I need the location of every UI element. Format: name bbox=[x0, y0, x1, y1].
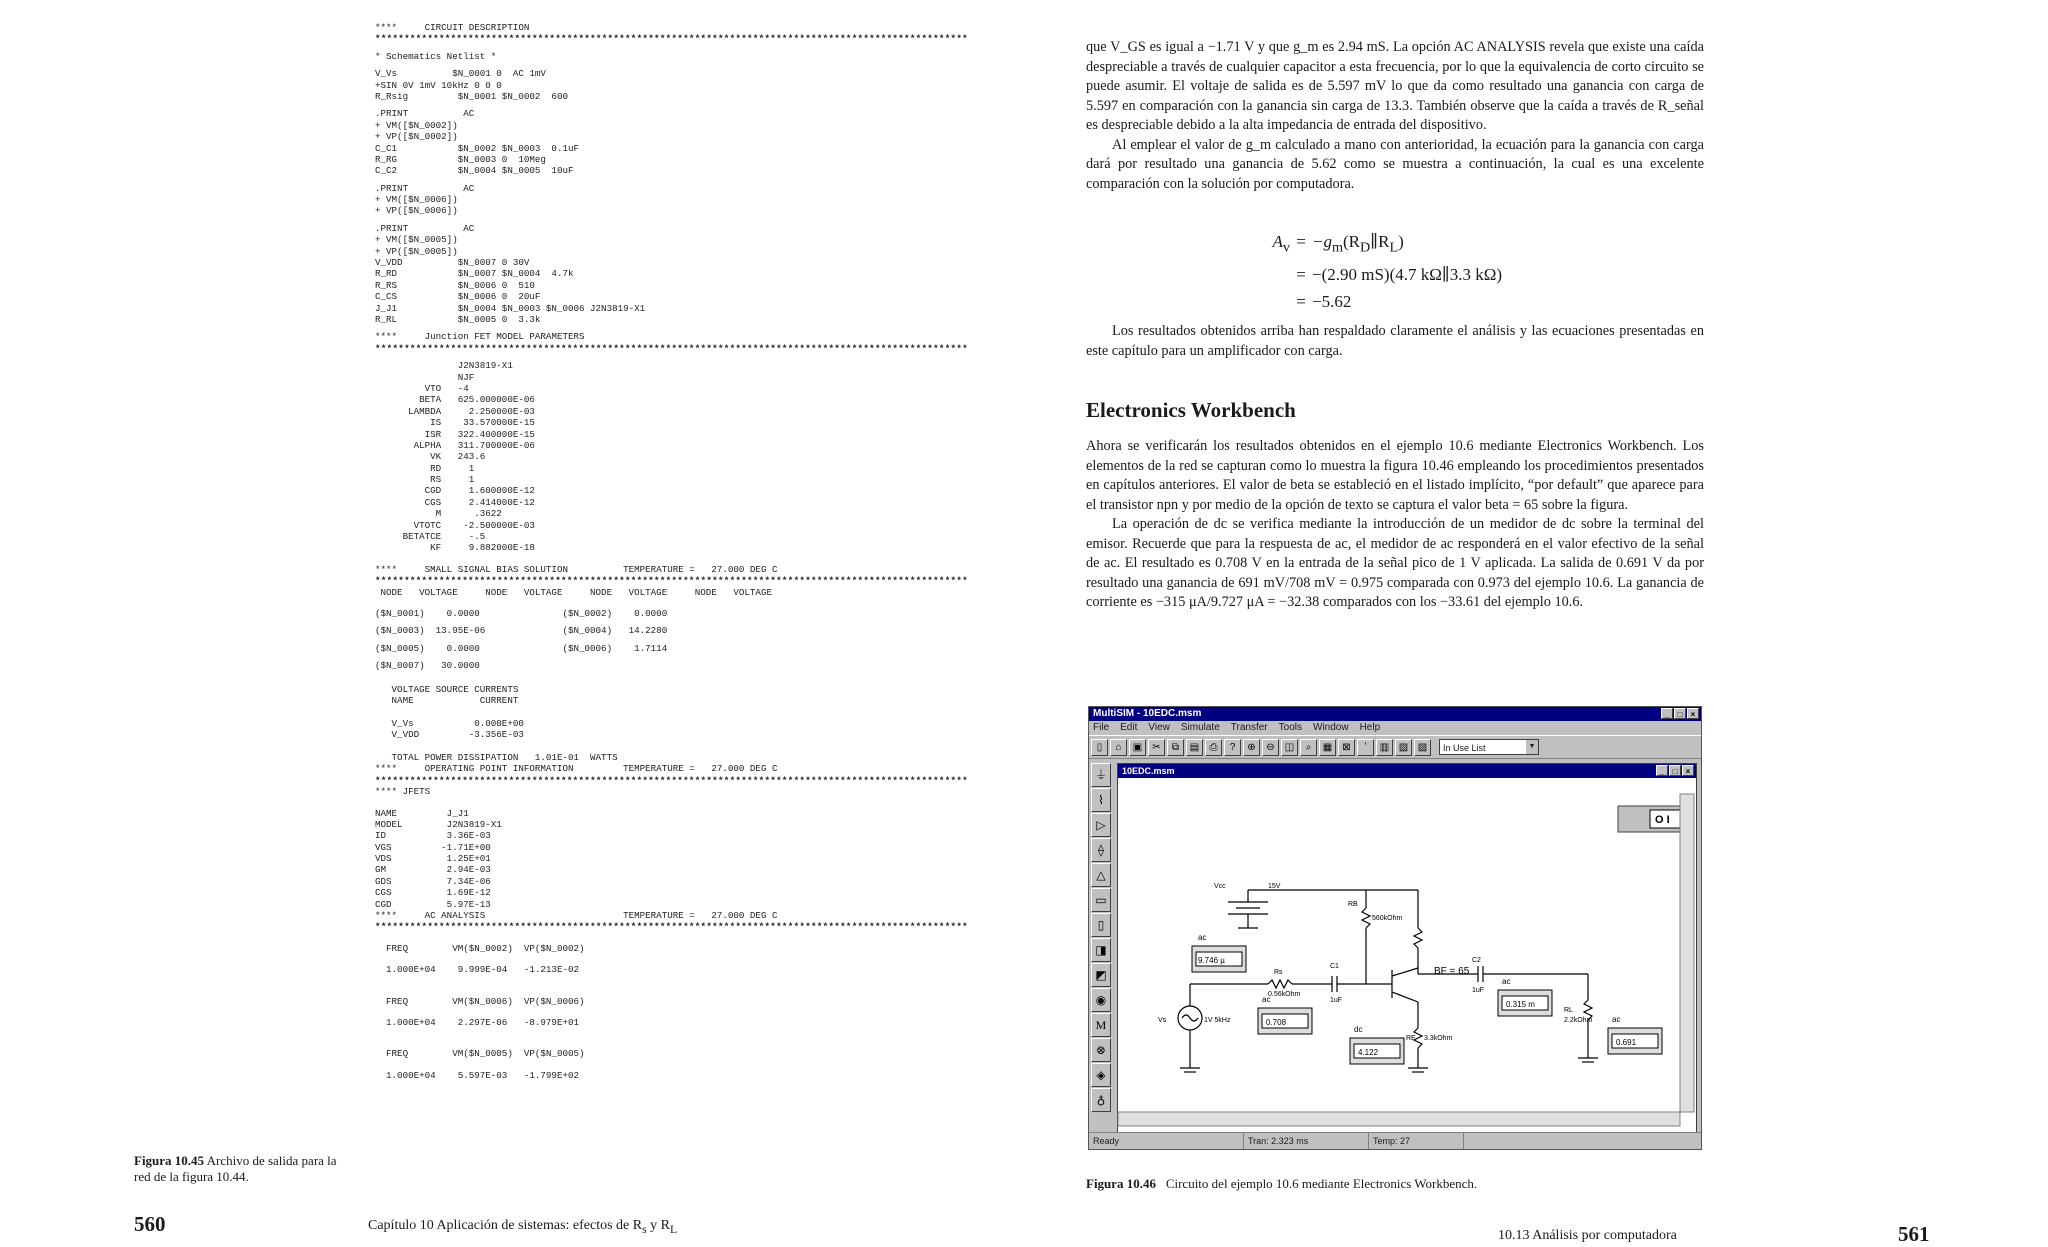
svg-text:Vs: Vs bbox=[1158, 1017, 1167, 1024]
netlist-output bbox=[375, 22, 968, 1101]
paragraph-block-2 bbox=[1086, 322, 1704, 361]
svg-text:4.122: 4.122 bbox=[1358, 1048, 1379, 1057]
cut-icon[interactable]: ✂ bbox=[1148, 739, 1165, 756]
meter-input-voltage bbox=[1258, 995, 1312, 1034]
status-bar bbox=[1089, 1132, 1701, 1149]
open-icon[interactable]: ⌂ bbox=[1110, 739, 1127, 756]
gain-equation bbox=[1262, 228, 1562, 315]
status-temp: Temp: 27 bbox=[1369, 1133, 1464, 1149]
paragraph-2: Al emplear el valor de g_m calculado a mano con anterioridad, la ecuación para la ganancia con carga dará por resultado una ganancia de 5.62 como se muestra a continuación, la cual es una excelente comparación con la solución por computadora. bbox=[1086, 136, 1704, 192]
op-row: GM 2.94E-03 bbox=[375, 864, 491, 876]
ac-row: 1.000E+04 5.597E-03 -1.799E+02 bbox=[375, 1069, 579, 1081]
toolbar bbox=[1089, 735, 1701, 759]
menu-item[interactable]: Transfer bbox=[1230, 722, 1268, 733]
netlist-line: +SIN 0V 1mV 10kHz 0 0 0 bbox=[375, 79, 502, 91]
svg-text:ac: ac bbox=[1198, 933, 1207, 942]
netlist-line: .PRINT AC bbox=[375, 222, 475, 234]
jfets-label: **** JFETS bbox=[375, 786, 431, 798]
jfet-param: KF 9.882000E-18 bbox=[375, 542, 535, 554]
netlist-line: R_RS $N_0006 0 510 bbox=[375, 279, 535, 291]
equation-line-2: = −(2.90 mS)(4.7 kΩ∥3.3 kΩ) bbox=[1296, 265, 1503, 285]
svg-text:RL: RL bbox=[1564, 1007, 1573, 1014]
separator: ****************************************************************************************************** bbox=[375, 342, 968, 354]
netlist-line: R_RD $N_0007 $N_0004 4.7k bbox=[375, 268, 574, 280]
figure-caption-text: Circuito del ejemplo 10.6 mediante Electronics Workbench. bbox=[1165, 1176, 1478, 1191]
netlist-header: **** CIRCUIT DESCRIPTION bbox=[375, 22, 530, 33]
jfet-param: VTOTC -2.500000E-03 bbox=[375, 519, 535, 531]
jfet-param: ISR 322.400000E-15 bbox=[375, 428, 535, 440]
op-row: NAME J_J1 bbox=[375, 807, 469, 819]
netlist-line: V_Vs $N_0001 0 AC 1mV bbox=[375, 68, 546, 80]
jfet-param: IS 33.570000E-15 bbox=[375, 417, 535, 429]
node-row: ($N_0007) 30.0000 bbox=[375, 660, 480, 672]
netlist-icon[interactable]: ▧ bbox=[1395, 739, 1412, 756]
op-row: VDS 1.25E+01 bbox=[375, 853, 491, 865]
paste-icon[interactable]: ▤ bbox=[1186, 739, 1203, 756]
digital-icon[interactable]: ◨ bbox=[1091, 938, 1111, 962]
new-icon[interactable]: ▯ bbox=[1091, 739, 1108, 756]
postprocessor-icon[interactable]: ⊠ bbox=[1338, 739, 1355, 756]
svg-text:15V: 15V bbox=[1268, 883, 1281, 890]
netlist-line: + VM([$N_0006]) bbox=[375, 194, 458, 206]
jfet-header: **** Junction FET MODEL PARAMETERS bbox=[375, 331, 585, 343]
ac-head: FREQ VM($N_0005) VP($N_0005) bbox=[375, 1048, 585, 1060]
svg-text:0.315 m: 0.315 m bbox=[1506, 1000, 1535, 1009]
netlist-line: + VM([$N_0002]) bbox=[375, 119, 458, 131]
jfet-param: RD 1 bbox=[375, 462, 475, 474]
print-icon[interactable]: ⎙ bbox=[1205, 739, 1222, 756]
zoom-out-icon[interactable]: ⊖ bbox=[1262, 739, 1279, 756]
circuit-schematic bbox=[1118, 778, 1696, 1130]
op-row: ID 3.36E-03 bbox=[375, 830, 491, 842]
svg-text:9.746 µ: 9.746 µ bbox=[1198, 956, 1225, 965]
rf-icon[interactable]: ◈ bbox=[1091, 1063, 1111, 1087]
vsource-line: NAME CURRENT bbox=[375, 694, 519, 706]
vsource-line bbox=[375, 706, 875, 717]
svg-text:560kOhm: 560kOhm bbox=[1372, 915, 1403, 922]
paragraph-4: Ahora se verificarán los resultados obtenidos en el ejemplo 10.6 mediante Electronics Workbench. Los elementos de la red se capturan como lo muestra la figura 10.46 empleando los procedimientos presentados en capítulos anteriores. El valor de beta se estableció en el listado implícito, “por default” que aparece para el transistor npn y por medio de la opción de texto se captura el valor beta = 65 sobre la figura. bbox=[1086, 438, 1704, 513]
status-time: Tran: 2.323 ms bbox=[1244, 1133, 1369, 1149]
svg-text:3.3kOhm: 3.3kOhm bbox=[1424, 1035, 1453, 1042]
menu-item[interactable]: Edit bbox=[1120, 722, 1138, 733]
section-footer: 10.13 Análisis por computadora bbox=[1498, 1228, 1677, 1243]
paragraph-block-1 bbox=[1086, 38, 1704, 194]
chapter-footer: Capítulo 10 Aplicación de sistemas: efectos de $R_s$ y $R_L$ bbox=[368, 1218, 678, 1236]
switch-label: O I bbox=[1655, 814, 1670, 826]
source-icon[interactable]: ⏚ bbox=[1091, 763, 1111, 787]
bom-icon[interactable]: ▥ bbox=[1376, 739, 1393, 756]
resistor-icon[interactable]: ⌇ bbox=[1091, 788, 1111, 812]
circuit-window bbox=[1117, 763, 1697, 1133]
app-title: MultiSIM - 10EDC.msm bbox=[1093, 708, 1202, 719]
netlist-line: R_RG $N_0003 0 10Meg bbox=[375, 153, 546, 165]
netlist-line: + VP([$N_0005]) bbox=[375, 245, 458, 257]
ttl-icon[interactable]: ▭ bbox=[1091, 888, 1111, 912]
multisim-screenshot bbox=[1088, 706, 1702, 1150]
svg-text:BF = 65: BF = 65 bbox=[1434, 966, 1470, 977]
svg-text:1V 5kHz: 1V 5kHz bbox=[1204, 1017, 1231, 1024]
separator: ****************************************************************************************************** bbox=[375, 774, 968, 786]
svg-text:1uF: 1uF bbox=[1330, 997, 1343, 1004]
op-header: **** OPERATING POINT INFORMATION TEMPERATURE = 27.000 DEG C bbox=[375, 763, 778, 775]
svg-text:Vcc: Vcc bbox=[1214, 883, 1226, 890]
vertical-scrollbar[interactable] bbox=[1680, 794, 1694, 1112]
meter-output-current bbox=[1498, 977, 1552, 1016]
meter-emitter-dc bbox=[1350, 1025, 1404, 1064]
paragraph-5: La operación de dc se verifica mediante la introducción de un medidor de dc sobre la terminal del emisor. Recuerde que para la respuesta de ac, el medidor de ac responderá en el valor efectivo de la señal de ac. El resultado es 0.708 V en la entrada de la señal pico de 1 V aplicada. La salida de 0.691 V da por resultado una ganancia de 691 mV/708 mV = 0.975 comparada con 0.973 del ejemplo 10.6. La ganancia de corriente es −315 μA/9.727 μA = −32.38 comparados con los −33.61 del ejemplo 10.6. bbox=[1086, 516, 1704, 610]
misc-icon[interactable]: M bbox=[1091, 1013, 1111, 1037]
ac-row: 1.000E+04 9.999E-04 -1.213E-02 bbox=[375, 964, 579, 976]
cmos-icon[interactable]: ▯ bbox=[1091, 913, 1111, 937]
jfet-param: BETATCE -.5 bbox=[375, 531, 486, 543]
op-row: GDS 7.34E-06 bbox=[375, 875, 491, 887]
figure-label: Figura 10.45 bbox=[134, 1153, 205, 1168]
vsource-line: V_Vs 0.000E+00 bbox=[375, 717, 524, 729]
svg-text:0.691: 0.691 bbox=[1616, 1038, 1637, 1047]
inner-minimize-button[interactable]: _ bbox=[1656, 765, 1668, 776]
netlist-subheader: * Schematics Netlist * bbox=[375, 50, 497, 62]
netlist-line: V_VDD $N_0007 0 30V bbox=[375, 257, 530, 269]
svg-text:ac: ac bbox=[1612, 1015, 1621, 1024]
jfet-param: LAMBDA 2.250000E-03 bbox=[375, 405, 535, 417]
jfet-param: VTO -4 bbox=[375, 382, 469, 394]
svg-text:ac: ac bbox=[1262, 995, 1271, 1004]
search-icon[interactable]: ⌕ bbox=[1300, 739, 1317, 756]
vsource-line bbox=[375, 741, 875, 752]
jfet-param: J2N3819-X1 bbox=[375, 360, 513, 372]
ac-row: 1.000E+04 2.297E-06 -8.979E+01 bbox=[375, 1016, 579, 1028]
inner-maximize-button[interactable]: □ bbox=[1669, 765, 1681, 776]
jfet-param: CGS 2.414000E-12 bbox=[375, 496, 535, 508]
netlist-line: R_Rsig $N_0001 $N_0002 600 bbox=[375, 90, 568, 102]
jfet-param: NJF bbox=[375, 371, 475, 383]
svg-text:C1: C1 bbox=[1330, 963, 1339, 970]
netlist-line: R_RL $N_0005 0 3.3k bbox=[375, 314, 541, 325]
paragraph-block-3 bbox=[1086, 437, 1704, 613]
svg-text:C2: C2 bbox=[1472, 957, 1481, 964]
op-row: CGS 1.69E-12 bbox=[375, 887, 491, 899]
figure-10-45-caption bbox=[134, 1153, 354, 1185]
svg-text:RB: RB bbox=[1348, 901, 1358, 908]
help-icon[interactable]: ? bbox=[1224, 739, 1241, 756]
separator: ****************************************************************************************************** bbox=[375, 33, 968, 45]
minimize-button[interactable]: _ bbox=[1661, 708, 1673, 719]
svg-text:Rs: Rs bbox=[1274, 969, 1283, 976]
figure-label: Figura 10.46 bbox=[1086, 1176, 1157, 1191]
netlist-line: C_CS $N_0006 0 20uF bbox=[375, 291, 541, 303]
transistor-icon[interactable]: ⟠ bbox=[1091, 838, 1111, 862]
inner-close-button[interactable]: × bbox=[1682, 765, 1694, 776]
instruments-icon[interactable]: ♁ bbox=[1091, 1088, 1111, 1112]
paragraph-3: Los resultados obtenidos arriba han respaldado claramente el análisis y las ecuaciones presentadas en este capítulo para un amplificador con carga. bbox=[1086, 323, 1704, 359]
meter-output-voltage bbox=[1608, 1015, 1662, 1054]
vsource-line: V_VDD -3.356E-03 bbox=[375, 729, 524, 741]
figure-10-46-caption bbox=[1086, 1176, 1477, 1192]
circuit-window-titlebar bbox=[1118, 764, 1696, 778]
text-icon[interactable]: ʼ bbox=[1357, 739, 1374, 756]
netlist-line: + VM([$N_0005]) bbox=[375, 234, 458, 246]
meter-source-current bbox=[1192, 933, 1246, 972]
jfet-param: VK 243.6 bbox=[375, 451, 486, 463]
jfet-param: M .3622 bbox=[375, 508, 502, 520]
svg-text:dc: dc bbox=[1354, 1025, 1363, 1034]
copy-icon[interactable]: ⧉ bbox=[1167, 739, 1184, 756]
menu-item[interactable]: Simulate bbox=[1180, 722, 1220, 733]
menu-bar bbox=[1089, 721, 1701, 735]
menu-item[interactable]: Window bbox=[1313, 722, 1349, 733]
diode-icon[interactable]: ▷ bbox=[1091, 813, 1111, 837]
mixed-icon[interactable]: ◩ bbox=[1091, 963, 1111, 987]
node-row: ($N_0005) 0.0000 ($N_0006) 1.7114 bbox=[375, 642, 668, 654]
node-row: ($N_0003) 13.95E-06 ($N_0004) 14.2280 bbox=[375, 625, 668, 637]
node-row: ($N_0001) 0.0000 ($N_0002) 0.0000 bbox=[375, 608, 668, 620]
section-heading: Electronics Workbench bbox=[1086, 398, 1296, 422]
separator: ****************************************************************************************************** bbox=[375, 575, 968, 587]
node-header: NODE VOLTAGE NODE VOLTAGE NODE VOLTAGE NODE VOLTAGE bbox=[375, 586, 772, 598]
netlist-line: C_C1 $N_0002 $N_0003 0.1uF bbox=[375, 142, 579, 154]
op-row: MODEL J2N3819-X1 bbox=[375, 818, 502, 830]
svg-text:1uF: 1uF bbox=[1472, 987, 1485, 994]
circuit-window-title: 10EDC.msm bbox=[1122, 766, 1175, 776]
svg-text:ac: ac bbox=[1502, 977, 1511, 986]
svg-text:RE: RE bbox=[1406, 1035, 1416, 1042]
controls-icon[interactable]: ⊗ bbox=[1091, 1038, 1111, 1062]
netlist-line: .PRINT AC bbox=[375, 108, 475, 120]
vsource-line: VOLTAGE SOURCE CURRENTS bbox=[375, 683, 519, 695]
vsource-line: TOTAL POWER DISSIPATION 1.01E-01 WATTS bbox=[375, 751, 618, 763]
netlist-line: J_J1 $N_0004 $N_0003 $N_0006 J2N3819-X1 bbox=[375, 302, 646, 314]
component-icon[interactable]: ◫ bbox=[1281, 739, 1298, 756]
grapher-icon[interactable]: ▦ bbox=[1319, 739, 1336, 756]
equation-line-3: = −5.62 bbox=[1296, 292, 1352, 312]
page-number-left: 560 bbox=[134, 1212, 166, 1236]
jfet-param: RS 1 bbox=[375, 474, 475, 486]
maximize-button[interactable]: □ bbox=[1674, 708, 1686, 719]
menu-item[interactable]: Tools bbox=[1278, 722, 1302, 733]
zoom-in-icon[interactable]: ⊕ bbox=[1243, 739, 1260, 756]
separator: ****************************************************************************************************** bbox=[375, 921, 968, 933]
ac-head: FREQ VM($N_0006) VP($N_0006) bbox=[375, 995, 585, 1007]
menu-item[interactable]: Help bbox=[1359, 722, 1381, 733]
netlist-line: + VP([$N_0002]) bbox=[375, 131, 458, 143]
op-row: CGD 5.97E-13 bbox=[375, 898, 491, 910]
in-use-list-select[interactable]: In Use List ▼ bbox=[1439, 739, 1539, 755]
menu-item[interactable]: File bbox=[1093, 722, 1110, 733]
netlist-line: + VP([$N_0006]) bbox=[375, 205, 458, 217]
equation-line-1: $A_v$ = $-g_m(R_D\parallel R_L)$ bbox=[1272, 232, 1404, 256]
ac-header: **** AC ANALYSIS TEMPERATURE = 27.000 DEG C bbox=[375, 910, 778, 922]
jfet-param: BETA 625.000000E-06 bbox=[375, 394, 535, 406]
indicator-icon[interactable]: ◉ bbox=[1091, 988, 1111, 1012]
op-row: VGS -1.71E+00 bbox=[375, 841, 491, 853]
paragraph-1: que V_GS es igual a −1.71 V y que g_m es 2.94 mS. La opción AC ANALYSIS revela que existe una caída despreciable a través de cualquier capacitor a esta frecuencia, por lo que la equivalencia de corto circuito se puede asumir. El voltaje de salida es de 5.597 mV lo que da como resultado una ganancia con carga de 5.597 en comparación con la ganancia sin carga de 13.3. También observe que la caída a través de R_señal es despreciable debido a la alta impedancia de entrada del dispositivo. bbox=[1086, 39, 1704, 133]
jfet-param: ALPHA 311.700000E-06 bbox=[375, 439, 535, 451]
app-titlebar bbox=[1089, 707, 1701, 721]
analysis-icon[interactable]: ▨ bbox=[1414, 739, 1431, 756]
figure-caption-text: Archivo de salida para la red de la figura 10.44. bbox=[134, 1153, 337, 1184]
close-button[interactable]: × bbox=[1687, 708, 1699, 719]
ac-head: FREQ VM($N_0002) VP($N_0002) bbox=[375, 942, 585, 954]
status-ready: Ready bbox=[1089, 1133, 1244, 1149]
bias-header: **** SMALL SIGNAL BIAS SOLUTION TEMPERATURE = 27.000 DEG C bbox=[375, 563, 778, 575]
netlist-line: C_C2 $N_0004 $N_0005 10uF bbox=[375, 165, 574, 177]
svg-text:0.708: 0.708 bbox=[1266, 1018, 1287, 1027]
netlist-line: .PRINT AC bbox=[375, 182, 475, 194]
svg-text:0.56kOhm: 0.56kOhm bbox=[1268, 991, 1301, 998]
jfet-param: CGD 1.600000E-12 bbox=[375, 485, 535, 497]
component-palette bbox=[1091, 763, 1113, 1112]
page-number-right: 561 bbox=[1898, 1222, 1930, 1246]
analog-icon[interactable]: △ bbox=[1091, 863, 1111, 887]
save-icon[interactable]: ▣ bbox=[1129, 739, 1146, 756]
menu-item[interactable]: View bbox=[1148, 722, 1170, 733]
horizontal-scrollbar[interactable] bbox=[1118, 1112, 1680, 1126]
chevron-down-icon: ▼ bbox=[1526, 740, 1538, 754]
svg-text:2.2kOhm: 2.2kOhm bbox=[1564, 1017, 1593, 1024]
